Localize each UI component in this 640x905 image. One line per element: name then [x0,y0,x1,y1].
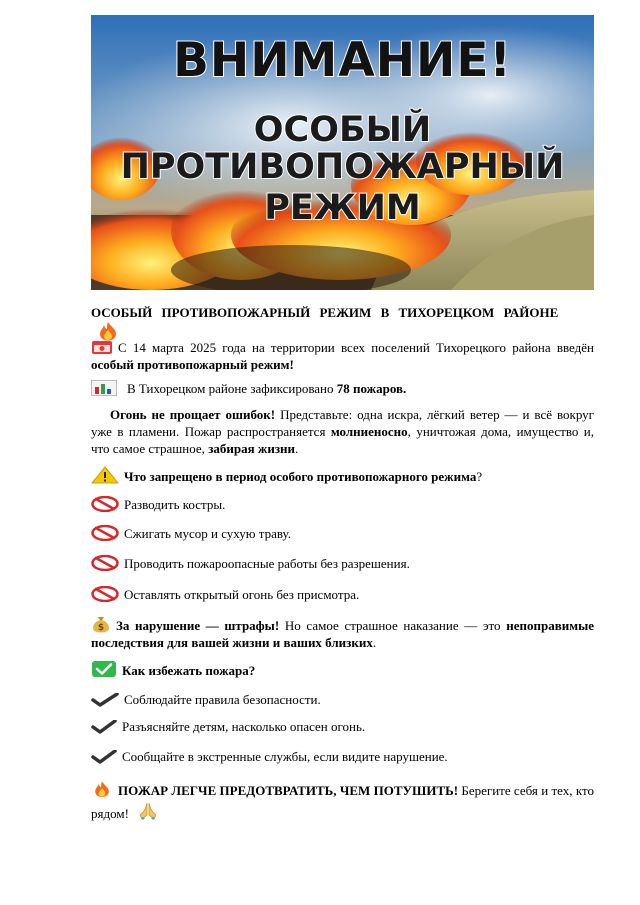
document-heading [91,304,594,342]
fines-paragraph [91,615,594,651]
closing-slogan: ПОЖАР ЛЕГЧЕ ПРЕДОТВРАТИТЬ, ЧЕМ ПОТУШИТЬ! [118,783,459,798]
prevention-section-title [91,660,594,679]
prohibited-item-text: Оставлять открытый огонь без присмотра. [124,587,360,602]
prohibited-icon [91,586,119,602]
intro-text: С 14 марта 2025 года на территории всех поселений Тихорецкого района введён [118,340,594,355]
list-item [91,586,594,603]
checkmark-icon [91,693,119,707]
money-bag-icon [91,615,111,633]
fines-emphasis: непоправимые последствия для вашей жизни и ваших близких [91,618,594,650]
fines-text: Но самое страшное наказание — это [279,618,507,633]
list-item [91,525,594,542]
prohibited-title-suffix: ? [476,469,483,484]
checkmark-icon [91,750,117,764]
banner-subtitle-line: ОСОБЫЙ [253,110,432,150]
fines-lead: За нарушение — штрафы! [116,618,280,633]
stats-paragraph [91,380,594,397]
fire-icon [95,321,121,341]
prohibited-item-text: Разводить костры. [124,497,226,512]
warning-text: Представьте: одна искра, лёгкий ветер — и всё вокруг уже в пламени. Пожар распространяется [91,407,594,439]
closing-paragraph [91,780,594,824]
prevention-title: Как избежать пожара? [122,663,256,678]
list-item [91,691,594,708]
prohibited-icon [91,496,119,512]
prohibited-icon [91,555,119,571]
stats-count: 78 пожаров. [336,381,407,396]
prohibited-title: Что запрещено в период особого противопожарного режима [124,469,477,484]
list-item [91,718,594,735]
warning-paragraph [91,406,594,457]
warning-emphasis: молниеносно [330,424,408,439]
bar-chart-icon [91,380,117,396]
checkmark-icon [91,720,117,734]
list-item [91,748,594,765]
intro-paragraph [91,339,594,373]
check-box-icon [91,660,117,678]
warning-icon [91,466,119,484]
praying-hands-icon [136,801,160,821]
banner-image [91,15,594,290]
warning-text: . [295,441,299,456]
prohibited-item-text: Проводить пожароопасные работы без разрешения. [124,556,410,571]
calendar-icon [91,340,113,355]
prohibited-item-text: Сжигать мусор и сухую траву. [124,526,292,541]
banner-subtitle-line: РЕЖИМ [264,188,421,228]
prevention-item-text: Разъясняйте детям, насколько опасен огонь. [122,719,366,734]
prohibited-icon [91,525,119,541]
prevention-item-text: Сообщайте в экстренные службы, если видите нарушение. [122,749,448,764]
fire-icon [91,780,113,798]
warning-emphasis: забирая жизни [208,441,296,456]
banner-subtitle-line: ПРОТИВОПОЖАРНЫЙ [120,147,565,187]
svg-text:$: $ [97,623,105,633]
closing-text: Берегите себя и тех, кто рядом! [91,783,594,821]
prohibited-section-title [91,466,594,485]
list-item [91,555,594,572]
fines-text: . [372,635,377,650]
list-item [91,496,594,513]
banner-title: ВНИМАНИЕ! [173,33,512,88]
warning-text: , уничтожая дома, имущество и, что самое страшное, [91,424,594,456]
stats-text: В Тихорецком районе зафиксировано [127,381,337,396]
warning-lead: Огонь не прощает ошибок! [110,407,276,422]
prevention-item-text: Соблюдайте правила безопасности. [124,692,321,707]
heading-text: ОСОБЫЙ ПРОТИВОПОЖАРНЫЙ РЕЖИМ В ТИХОРЕЦКОМ РАЙОНЕ [91,305,559,320]
intro-emphasis: особый противопожарный режим! [91,357,294,372]
